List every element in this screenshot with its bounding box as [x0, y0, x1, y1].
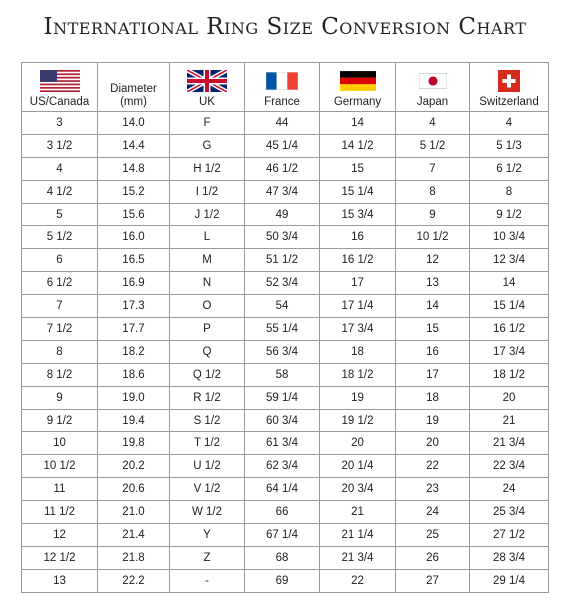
- table-cell: 20.2: [98, 455, 170, 478]
- table-cell: 5: [22, 203, 98, 226]
- table-cell: 24: [470, 478, 549, 501]
- table-cell: 26: [396, 546, 470, 569]
- table-cell: 44: [245, 112, 320, 135]
- table-cell: Y: [170, 524, 245, 547]
- table-cell: W 1/2: [170, 501, 245, 524]
- col-label-switzerland: Switzerland: [479, 96, 539, 108]
- table-cell: 15 1/4: [320, 180, 396, 203]
- table-cell: 17.3: [98, 295, 170, 318]
- table-cell: R 1/2: [170, 386, 245, 409]
- switzerland-flag-icon: [497, 70, 521, 92]
- table-row: [22, 501, 549, 524]
- table-cell: 12 1/2: [22, 546, 98, 569]
- table-cell: 27 1/2: [470, 524, 549, 547]
- table-cell: Z: [170, 546, 245, 569]
- table-cell: 27: [396, 569, 470, 592]
- table-cell: 7 1/2: [22, 318, 98, 341]
- table-cell: 15: [396, 318, 470, 341]
- table-cell: 20: [320, 432, 396, 455]
- col-header-uk: [170, 63, 245, 112]
- table-row: [22, 386, 549, 409]
- table-cell: 56 3/4: [245, 340, 320, 363]
- table-cell: 6: [22, 249, 98, 272]
- table-cell: 12: [22, 524, 98, 547]
- table-cell: 14: [396, 295, 470, 318]
- chart-title: International Ring Size Conversion Chart: [43, 14, 527, 40]
- table-cell: Q: [170, 340, 245, 363]
- table-cell: 4: [396, 112, 470, 135]
- table-cell: 16 1/2: [470, 318, 549, 341]
- table-cell: 5 1/2: [396, 134, 470, 157]
- col-label-diameter-2: (mm): [120, 96, 147, 108]
- table-row: [22, 455, 549, 478]
- table-cell: 4: [470, 112, 549, 135]
- table-row: [22, 112, 549, 135]
- table-cell: 16.0: [98, 226, 170, 249]
- table-cell: 20.6: [98, 478, 170, 501]
- table-cell: 69: [245, 569, 320, 592]
- header-row: [22, 63, 549, 112]
- table-cell: 9 1/2: [470, 203, 549, 226]
- col-label-diameter-1: Diameter: [110, 83, 157, 95]
- table-cell: 22 3/4: [470, 455, 549, 478]
- col-header-france: [245, 63, 320, 112]
- table-cell: 10 1/2: [396, 226, 470, 249]
- table-row: [22, 272, 549, 295]
- table-cell: 28 3/4: [470, 546, 549, 569]
- table-cell: P: [170, 318, 245, 341]
- table-cell: 14 1/2: [320, 134, 396, 157]
- table-row: [22, 318, 549, 341]
- table-cell: 61 3/4: [245, 432, 320, 455]
- table-row: [22, 340, 549, 363]
- table-cell: 18 1/2: [320, 363, 396, 386]
- table-cell: 50 3/4: [245, 226, 320, 249]
- table-cell: 25: [396, 524, 470, 547]
- table-cell: 8: [22, 340, 98, 363]
- table-row: [22, 569, 549, 592]
- table-cell: L: [170, 226, 245, 249]
- table-cell: G: [170, 134, 245, 157]
- table-cell: J 1/2: [170, 203, 245, 226]
- table-cell: 54: [245, 295, 320, 318]
- ring-size-table: [21, 62, 549, 593]
- table-cell: 22.2: [98, 569, 170, 592]
- japan-flag-icon: [419, 70, 447, 92]
- table-cell: 10 1/2: [22, 455, 98, 478]
- table-cell: 5 1/3: [470, 134, 549, 157]
- table-row: [22, 409, 549, 432]
- table-cell: T 1/2: [170, 432, 245, 455]
- table-cell: 4: [22, 157, 98, 180]
- table-cell: 18: [396, 386, 470, 409]
- table-cell: 21: [320, 501, 396, 524]
- table-cell: 9: [396, 203, 470, 226]
- table-cell: 10 3/4: [470, 226, 549, 249]
- table-cell: 60 3/4: [245, 409, 320, 432]
- table-row: [22, 363, 549, 386]
- table-cell: 6 1/2: [22, 272, 98, 295]
- table-cell: 17: [320, 272, 396, 295]
- table-cell: 5 1/2: [22, 226, 98, 249]
- table-cell: 67 1/4: [245, 524, 320, 547]
- table-cell: 14: [470, 272, 549, 295]
- table-cell: 19.0: [98, 386, 170, 409]
- table-cell: 19: [396, 409, 470, 432]
- table-row: [22, 295, 549, 318]
- table-cell: 18 1/2: [470, 363, 549, 386]
- table-cell: 19.8: [98, 432, 170, 455]
- col-label-us: US/Canada: [29, 96, 90, 108]
- table-cell: 21 3/4: [320, 546, 396, 569]
- table-cell: 22: [320, 569, 396, 592]
- table-cell: 15 3/4: [320, 203, 396, 226]
- table-cell: 21 3/4: [470, 432, 549, 455]
- table-row: [22, 249, 549, 272]
- table-cell: -: [170, 569, 245, 592]
- table-cell: 20 1/4: [320, 455, 396, 478]
- table-cell: 17 3/4: [320, 318, 396, 341]
- table-cell: H 1/2: [170, 157, 245, 180]
- col-header-us: [22, 63, 98, 112]
- table-cell: 58: [245, 363, 320, 386]
- table-cell: 21.8: [98, 546, 170, 569]
- table-cell: 7: [22, 295, 98, 318]
- table-cell: 16.5: [98, 249, 170, 272]
- uk-flag-icon: [187, 70, 227, 92]
- table-cell: 29 1/4: [470, 569, 549, 592]
- table-cell: 14.0: [98, 112, 170, 135]
- table-cell: I 1/2: [170, 180, 245, 203]
- germany-flag-icon: [340, 70, 376, 92]
- table-cell: 8: [396, 180, 470, 203]
- table-row: [22, 226, 549, 249]
- col-label-japan: Japan: [416, 96, 449, 108]
- table-cell: 17 3/4: [470, 340, 549, 363]
- table-cell: 17: [396, 363, 470, 386]
- table-cell: 52 3/4: [245, 272, 320, 295]
- table-cell: 11: [22, 478, 98, 501]
- table-cell: 51 1/2: [245, 249, 320, 272]
- table-cell: 64 1/4: [245, 478, 320, 501]
- table-cell: F: [170, 112, 245, 135]
- france-flag-icon: [266, 70, 298, 92]
- table-cell: 9: [22, 386, 98, 409]
- table-cell: 21.0: [98, 501, 170, 524]
- table-cell: 20: [396, 432, 470, 455]
- table-cell: 46 1/2: [245, 157, 320, 180]
- table-cell: 15 1/4: [470, 295, 549, 318]
- table-cell: Q 1/2: [170, 363, 245, 386]
- col-label-france: France: [264, 96, 300, 108]
- table-cell: 59 1/4: [245, 386, 320, 409]
- table-cell: 21: [470, 409, 549, 432]
- table-cell: S 1/2: [170, 409, 245, 432]
- table-cell: 12: [396, 249, 470, 272]
- table-cell: 15.6: [98, 203, 170, 226]
- col-header-japan: [396, 63, 470, 112]
- table-cell: 3: [22, 112, 98, 135]
- table-cell: 16.9: [98, 272, 170, 295]
- table-row: [22, 432, 549, 455]
- table-row: [22, 134, 549, 157]
- table-cell: 11 1/2: [22, 501, 98, 524]
- table-body: [22, 112, 549, 593]
- table-cell: 49: [245, 203, 320, 226]
- table-row: [22, 180, 549, 203]
- table-cell: 24: [396, 501, 470, 524]
- table-cell: 17 1/4: [320, 295, 396, 318]
- table-cell: 68: [245, 546, 320, 569]
- table-cell: 19.4: [98, 409, 170, 432]
- table-cell: 18.6: [98, 363, 170, 386]
- table-cell: 16: [320, 226, 396, 249]
- table-row: [22, 157, 549, 180]
- table-row: [22, 524, 549, 547]
- table-cell: 22: [396, 455, 470, 478]
- table-cell: 23: [396, 478, 470, 501]
- table-row: [22, 203, 549, 226]
- table-cell: 8: [470, 180, 549, 203]
- table-cell: 7: [396, 157, 470, 180]
- table-cell: 14: [320, 112, 396, 135]
- table-cell: 19 1/2: [320, 409, 396, 432]
- col-header-germany: [320, 63, 396, 112]
- table-row: [22, 478, 549, 501]
- table-row: [22, 546, 549, 569]
- table-cell: U 1/2: [170, 455, 245, 478]
- table-cell: 15.2: [98, 180, 170, 203]
- col-label-uk: UK: [199, 96, 215, 108]
- table-cell: 14.8: [98, 157, 170, 180]
- table-cell: 16 1/2: [320, 249, 396, 272]
- table-cell: 13: [22, 569, 98, 592]
- col-header-diameter: [98, 63, 170, 112]
- table-cell: 47 3/4: [245, 180, 320, 203]
- table-cell: 13: [396, 272, 470, 295]
- table-cell: 20 3/4: [320, 478, 396, 501]
- table-cell: 21 1/4: [320, 524, 396, 547]
- table-cell: 12 3/4: [470, 249, 549, 272]
- table-cell: 66: [245, 501, 320, 524]
- table-cell: 10: [22, 432, 98, 455]
- table-cell: 21.4: [98, 524, 170, 547]
- table-cell: 17.7: [98, 318, 170, 341]
- table-cell: N: [170, 272, 245, 295]
- table-cell: 19: [320, 386, 396, 409]
- table-cell: 45 1/4: [245, 134, 320, 157]
- table-cell: 62 3/4: [245, 455, 320, 478]
- col-header-switzerland: [470, 63, 549, 112]
- table-cell: V 1/2: [170, 478, 245, 501]
- table-cell: 18.2: [98, 340, 170, 363]
- table-cell: 18: [320, 340, 396, 363]
- table-cell: 16: [396, 340, 470, 363]
- table-cell: 15: [320, 157, 396, 180]
- table-cell: 14.4: [98, 134, 170, 157]
- table-cell: O: [170, 295, 245, 318]
- table-cell: 6 1/2: [470, 157, 549, 180]
- col-label-germany: Germany: [333, 96, 382, 108]
- table-cell: 25 3/4: [470, 501, 549, 524]
- table-cell: 20: [470, 386, 549, 409]
- us-flag-icon: [40, 70, 80, 92]
- table-cell: 8 1/2: [22, 363, 98, 386]
- table-cell: 55 1/4: [245, 318, 320, 341]
- table-cell: M: [170, 249, 245, 272]
- table-cell: 3 1/2: [22, 134, 98, 157]
- table-cell: 4 1/2: [22, 180, 98, 203]
- table-cell: 9 1/2: [22, 409, 98, 432]
